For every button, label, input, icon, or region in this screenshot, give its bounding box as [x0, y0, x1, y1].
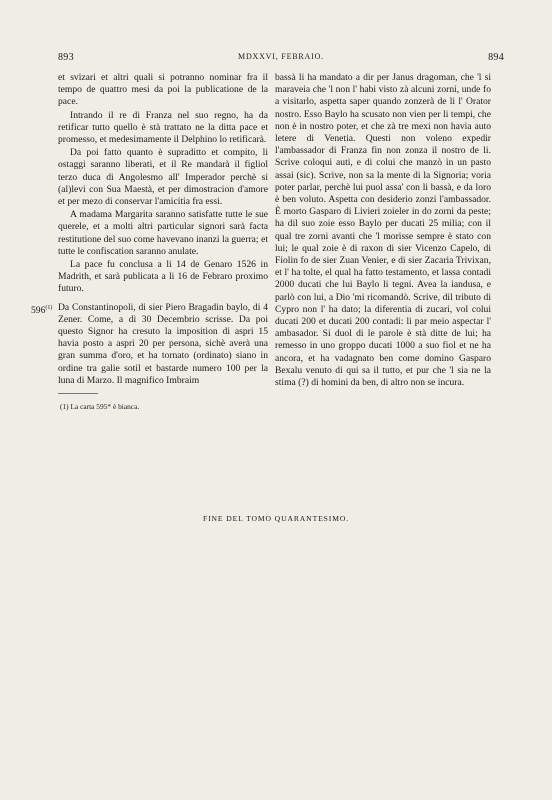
paragraph: A madama Margarita saranno satisfatte tutte le sue querele, et a molti altri particular signori sarà facta restitutione del suo come havevano inanzi la guerra; et tutte le confiscation saranno anulate.	[58, 209, 268, 257]
running-title: MDXXVI, FEBRAIO.	[238, 52, 324, 61]
paragraph: et svizari et altri quali si potranno nominar fra il tempo de quattro mesi da poi la publicatione de la pace.	[58, 72, 268, 108]
running-header	[58, 52, 504, 66]
right-column	[275, 72, 491, 390]
entry-text: Da Constantinopoli, di sier Piero Bragadin baylo, di 4 Zener. Come, a dì 30 Decembrio scrisse. Da poi questo Signor ha cresuto la imposition di aspri 15 havia posto a aspri 20 per persona, sichè averà una gran summa d'oro, et ha tornato (ordinato) siano in ordine tra galie sotil et bastarde numero 100 per la luna di Marzo. Il magnifico Imbraim	[58, 301, 268, 386]
closing-line: FINE DEL TOMO QUARANTESIMO.	[202, 514, 350, 523]
footnote: (1) La carta 595* è bianca.	[60, 402, 140, 412]
entry-number-value: 596	[31, 304, 46, 316]
entry-number-note: (1)	[45, 304, 53, 311]
paragraph: Intrando il re di Franza nel suo regno, ha da retificar tutto quello è stà trattato ne la ditta pace et promesso, et medesimamente il Delphino lo retificarà.	[58, 109, 268, 146]
footnote-divider	[58, 393, 98, 394]
paragraph: Da poi fatto quanto è supraditto et compito, li ostaggi saranno liberati, et il Re mandarà il figliol terzo duca di Angolesmo all' Imperador perchè si (al)levi con Sua Maestà, et per dimostracion d'amore et per mezo di conservar l'amicitia fra essi.	[58, 147, 268, 208]
entry-number	[31, 302, 52, 317]
bleed-through-marks	[150, 772, 410, 780]
left-page-number: 893	[58, 52, 74, 63]
left-column	[31, 72, 268, 412]
paragraph: La pace fu conclusa a li 14 de Genaro 1526 in Madrith, et sarà publicata a li 16 de Febraro proximo futuro.	[58, 259, 268, 295]
dispatch-entry	[31, 301, 268, 387]
paragraph: bassà li ha mandato a dir per Janus dragoman, che 'l si maraveia che 'l non l' habi visto zà alcuni zorni, unde fo a visitarlo, aspetta saper quando zonzerà de li l' Orator nostro. Esso Baylo ha scusato non vien per li tempi, che non è in nostro poter, et che zà tre mexi non havia auto letere di Venetia. Questi non voleno expedir l'ambassador di Franza fin non zonza il nostro de li. Scrive coloqui auti, e di colui che manzò in un pasto assai (sic). Scrive, non sa la mente di la Signoria; voria poter parlar, perchè lui puol assa' con li bassà, e da loro è ben voluto. Aspetta con desiderio zonzi l'ambassador. È morto Gasparo di Livieri zoieler in do zorni da peste; ha dil suo zoie esso Baylo per ducati 25 milia; con il qual tre zorni avanti che 'l morisse sempre è stato con lui; le qual zoie è di raxon di sier Vicenzo Capelo, di Fiolin fo de sier Zuan Venier, e di sier Zacaria Trivixan, et l' ha tolte, el qual ha fatto testamento, et lassa contadi 2000 ducati che lui Baylo li tegni. Avea la iandusa, e parlò con lui, a Dio 'mi ricomandò. Scrive, dil tributo di Cypro non l' ha dato; la diferentia di zucari, vol colui ducati 200 et ducati 200 contadi: li par meio aspectar l' ambasador. Si duol di le parole è stà ditte de lui; ha remesso in uno groppo ducati 1000 a suo fiol et ne ha ancora, et ha vadagnato ben come domino Gasparo Bexalu venuto di qui sa il tutto, et pur che 'l sia ne la stima (?) di homini da ben, di altro non se incura.	[275, 72, 491, 389]
right-page-number: 894	[488, 52, 504, 63]
